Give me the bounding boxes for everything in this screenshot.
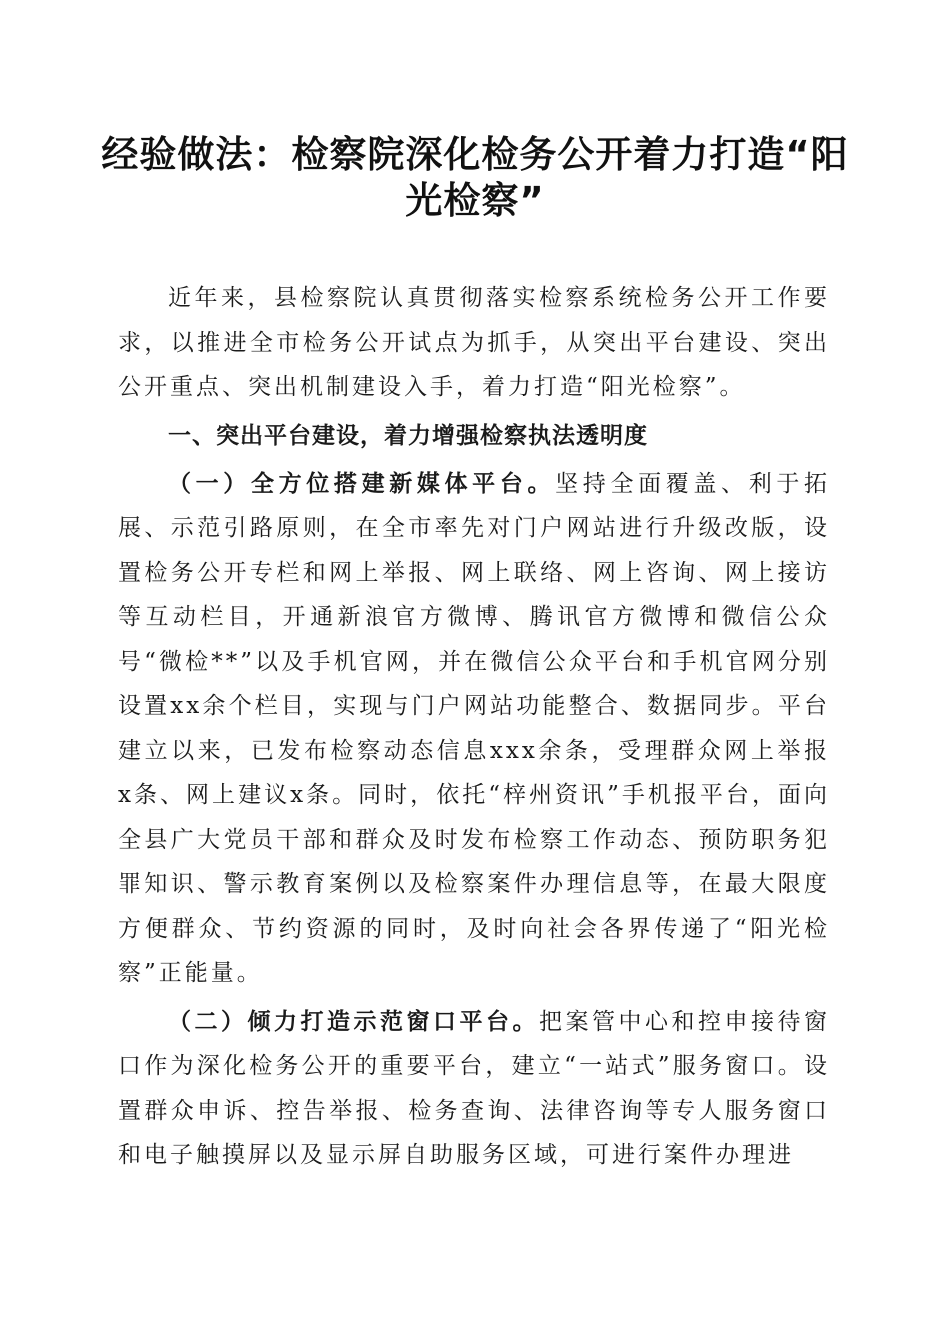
item-1-lead: （一）全方位搭建新媒体平台。 (168, 469, 556, 497)
document-title: 经验做法：检察院深化检务公开着力打造“阳光检察” (101, 133, 849, 222)
item-2-lead: （二）倾力打造示范窗口平台。 (168, 1007, 539, 1035)
document-body (118, 276, 830, 1182)
section-heading-1: 一、突出平台建设，着力增强检察执法透明度 (168, 422, 648, 449)
paragraph-item-1 (118, 462, 830, 996)
intro-paragraph: 近年来，县检察院认真贯彻落实检察系统检务公开工作要求，以推进全市检务公开试点为抓手，从突出平台建设、突出公开重点、突出机制建设入手，着力打造“阳光检察”。 (118, 285, 830, 400)
item-2-text: 把案管中心和控申接待窗口作为深化检务公开的重要平台，建立“一站式”服务窗口。设置群众申诉、控告举报、检务查询、法律咨询等专人服务窗口和电子触摸屏以及显示屏自助服务区域，可进行案件办理进 (118, 1008, 830, 1168)
item-1-text: 坚持全面覆盖、利于拓展、示范引路原则，在全市率先对门户网站进行升级改版，设置检务公开专栏和网上举报、网上联络、网上咨询、网上接访等互动栏目，开通新浪官方微博、腾讯官方微博和微信公众号“微检**”以及手机官网，并在微信公众平台和手机官网分别设置xx余个栏目，实现与门户网站功能整合、数据同步。平台建立以来，已发布检察动态信息xxx余条，受理群众网上举报x条、网上建议x条。同时，依托“梓州资讯”手机报平台，面向全县广大党员干部和群众及时发布检察工作动态、预防职务犯罪知识、警示教育案例以及检察案件办理信息等，在最大限度方便群众、节约资源的同时，及时向社会各界传递了“阳光检察”正能量。 (118, 470, 831, 986)
paragraph-item-2 (118, 1000, 830, 1178)
